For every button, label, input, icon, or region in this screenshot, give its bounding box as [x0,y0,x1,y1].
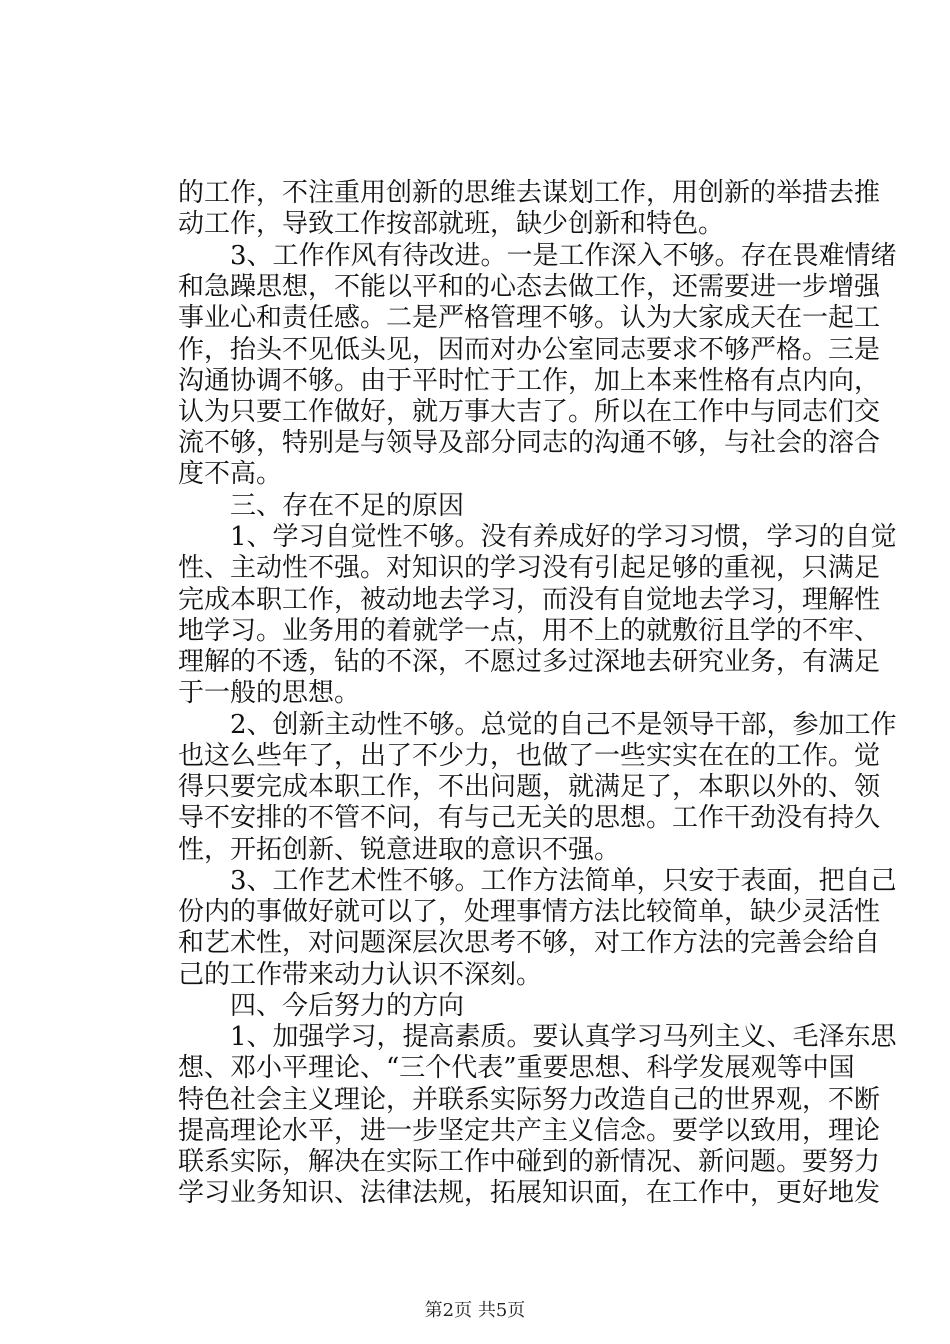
text-line: 作，抬头不见低头见，因而对办公室同志要求不够严格。三是 [178,335,881,365]
text-line: 流不够，特别是与领导及部分同志的沟通不够，与社会的溶合 [178,428,881,458]
text-line: 想、邓小平理论、“三个代表”重要思想、科学发展观等中国 [178,1053,855,1083]
text-line: 性，开拓创新、锐意进取的意识不强。 [178,835,621,865]
text-line: 度不高。 [178,459,283,489]
text-line: 提高理论水平，进一步坚定共产主义信念。要学以致用，理论 [178,1116,881,1146]
text-line: 性、主动性不强。对知识的学习没有引起足够的重视，只满足 [178,553,881,583]
text-line: 动工作，导致工作按部就班，缺少创新和特色。 [178,209,725,239]
text-line: 导不安排的不管不问，有与己无关的思想。工作干劲没有持久 [178,803,881,833]
text-line: 认为只要工作做好，就万事大吉了。所以在工作中与同志们交 [178,397,881,427]
text-line: 和急躁思想，不能以平和的心态去做工作，还需要进一步增强 [178,272,881,302]
text-line: 的工作，不注重用创新的思维去谋划工作，用创新的举措去推 [178,178,881,208]
text-line: 己的工作带来动力认识不深刻。 [178,960,543,990]
text-line: 完成本职工作，被动地去学习，而没有自觉地去学习，理解性 [178,585,881,615]
text-line: 3、工作艺术性不够。工作方法简单，只安于表面，把自己 [178,866,897,896]
text-line: 联系实际，解决在实际工作中碰到的新情况、新问题。要努力 [178,1147,881,1177]
text-line: 得只要完成本职工作，不出问题，就满足了，本职以外的、领 [178,772,881,802]
text-line: 和艺术性，对问题深层次思考不够，对工作方法的完善会给自 [178,928,881,958]
page-number-footer: 第2页 共5页 [424,1300,526,1321]
text-line: 1、学习自觉性不够。没有养成好的学习习惯，学习的自觉 [178,522,897,552]
text-line: 沟通协调不够。由于平时忙于工作，加上本来性格有点内向， [178,366,881,396]
text-line: 1、加强学习，提高素质。要认真学习马列主义、毛泽东思 [178,1022,897,1052]
text-line: 学习业务知识、法律法规，拓展知识面，在工作中，更好地发 [178,1178,881,1208]
text-line: 于一般的思想。 [178,678,361,708]
section-heading: 四、今后努力的方向 [178,991,465,1021]
text-line: 2、创新主动性不够。总觉的自己不是领导干部，参加工作 [178,710,897,740]
section-heading: 三、存在不足的原因 [178,491,465,521]
text-line: 事业心和责任感。二是严格管理不够。认为大家成天在一起工 [178,303,881,333]
text-line: 份内的事做好就可以了，处理事情方法比较简单，缺少灵活性 [178,897,881,927]
text-line: 特色社会主义理论，并联系实际努力改造自己的世界观，不断 [178,1085,881,1115]
text-line: 也这么些年了，出了不少力，也做了一些实实在在的工作。觉 [178,741,881,771]
text-line: 地学习。业务用的着就学一点，用不上的就敷衍且学的不牢、 [178,616,881,646]
text-line: 3、工作作风有待改进。一是工作深入不够。存在畏难情绪 [178,241,897,271]
text-line: 理解的不透，钻的不深，不愿过多过深地去研究业务，有满足 [178,647,881,677]
